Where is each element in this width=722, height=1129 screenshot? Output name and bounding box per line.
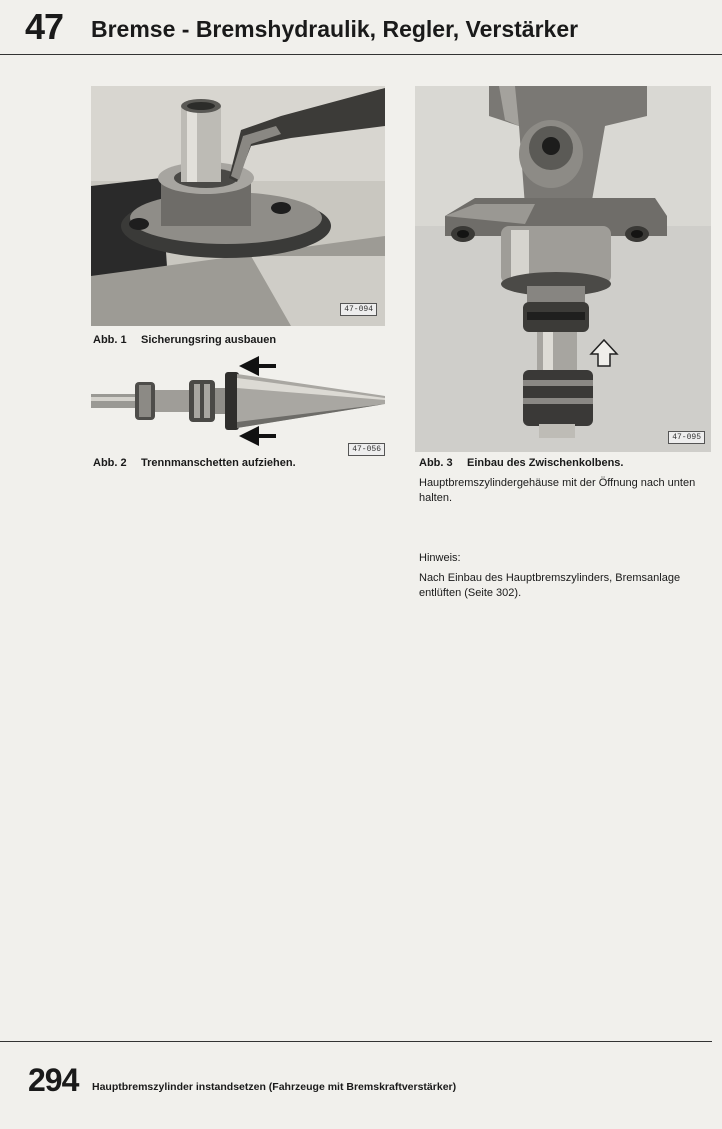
- figure-2-caption: [93, 457, 296, 469]
- figure-1-ref: 47-094: [340, 303, 377, 316]
- footer-divider: [0, 1041, 712, 1042]
- figure-1-caption: [93, 334, 276, 346]
- chapter-title: Bremse - Bremshydraulik, Regler, Verstärker: [91, 16, 579, 42]
- figure-3-caption-text: Einbau des Zwischenkolbens.: [467, 457, 624, 469]
- figure-2-number: Abb. 2: [93, 457, 127, 469]
- figure-3-ref: 47-095: [668, 431, 705, 444]
- footer-text: Hauptbremszylinder instandsetzen (Fahrzeuge mit Bremskraftverstärker): [92, 1081, 457, 1093]
- figure-3-caption: [419, 457, 623, 469]
- instruction-text: Hauptbremszylindergehäuse mit der Öffnung nach unten halten.: [419, 477, 696, 504]
- figure-3-number: Abb. 3: [419, 457, 453, 469]
- figure-2-ref: 47-056: [348, 443, 385, 456]
- chapter-number: 47: [25, 6, 64, 47]
- page-number: 294: [28, 1062, 79, 1098]
- header-divider: [0, 54, 722, 55]
- figure-3-photo: [415, 86, 711, 452]
- note-heading: Hinweis:: [419, 552, 461, 564]
- figure-1-number: Abb. 1: [93, 334, 127, 346]
- note-text: Nach Einbau des Hauptbremszylinders, Bremsanlage entlüften (Seite 302).: [419, 572, 681, 599]
- figure-2-drawing: [91, 352, 389, 456]
- figure-1-photo: [91, 86, 385, 326]
- figure-2-caption-text: Trennmanschetten aufziehen.: [141, 457, 296, 469]
- figure-1-caption-text: Sicherungsring ausbauen: [141, 334, 277, 346]
